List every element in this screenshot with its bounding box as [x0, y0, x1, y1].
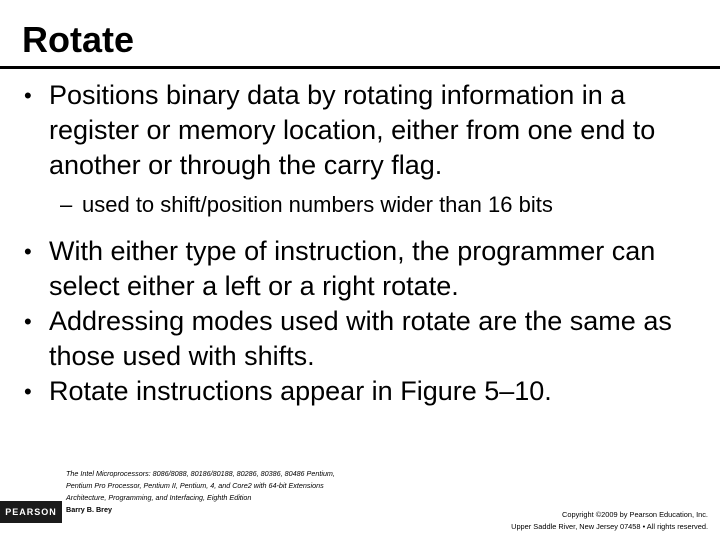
bullet-icon: • [24, 239, 32, 264]
bullet-icon: • [24, 379, 32, 404]
book-line-3: Architecture, Programming, and Interfacing, Eighth Edition [66, 493, 252, 502]
book-citation [66, 468, 396, 516]
bullet-item [24, 304, 712, 374]
book-line-1: The Intel Microprocessors: 8086/8088, 80186/80188, 80286, 80386, 80486 Pentium, [66, 469, 335, 478]
bullet-text: Rotate instructions appear in Figure 5–10. [49, 376, 552, 406]
dash-icon: – [60, 192, 73, 217]
bullet-text: With either type of instruction, the programmer can select either a left or a right rotate. [49, 236, 656, 301]
bullet-text: Addressing modes used with rotate are the same as those used with shifts. [49, 306, 672, 371]
spacer [24, 226, 712, 234]
bullet-item [24, 234, 712, 304]
slide-title: Rotate [22, 19, 135, 60]
bullet-item [24, 78, 712, 183]
bullet-icon: • [24, 309, 32, 334]
sub-bullet-text: used to shift/position numbers wider than 16 bits [82, 192, 553, 217]
pearson-logo: PEARSON [0, 501, 62, 523]
bullet-text: Positions binary data by rotating information in a register or memory location, either from one end to another or through the carry flag. [49, 80, 656, 180]
slide-footer [0, 466, 720, 540]
copyright-line-2: Upper Saddle River, New Jersey 07458 • All rights reserved. [511, 522, 708, 531]
title-divider [0, 66, 720, 69]
bullet-icon: • [24, 83, 32, 108]
sub-bullet-item [24, 190, 712, 220]
copyright [448, 509, 708, 533]
bullet-list [24, 78, 712, 409]
bullet-item [24, 374, 712, 409]
copyright-line-1: Copyright ©2009 by Pearson Education, Inc. [562, 510, 708, 519]
book-author: Barry B. Brey [66, 505, 112, 514]
book-line-2: Pentium Pro Processor, Pentium II, Pentium, 4, and Core2 with 64-bit Extensions [66, 481, 324, 490]
